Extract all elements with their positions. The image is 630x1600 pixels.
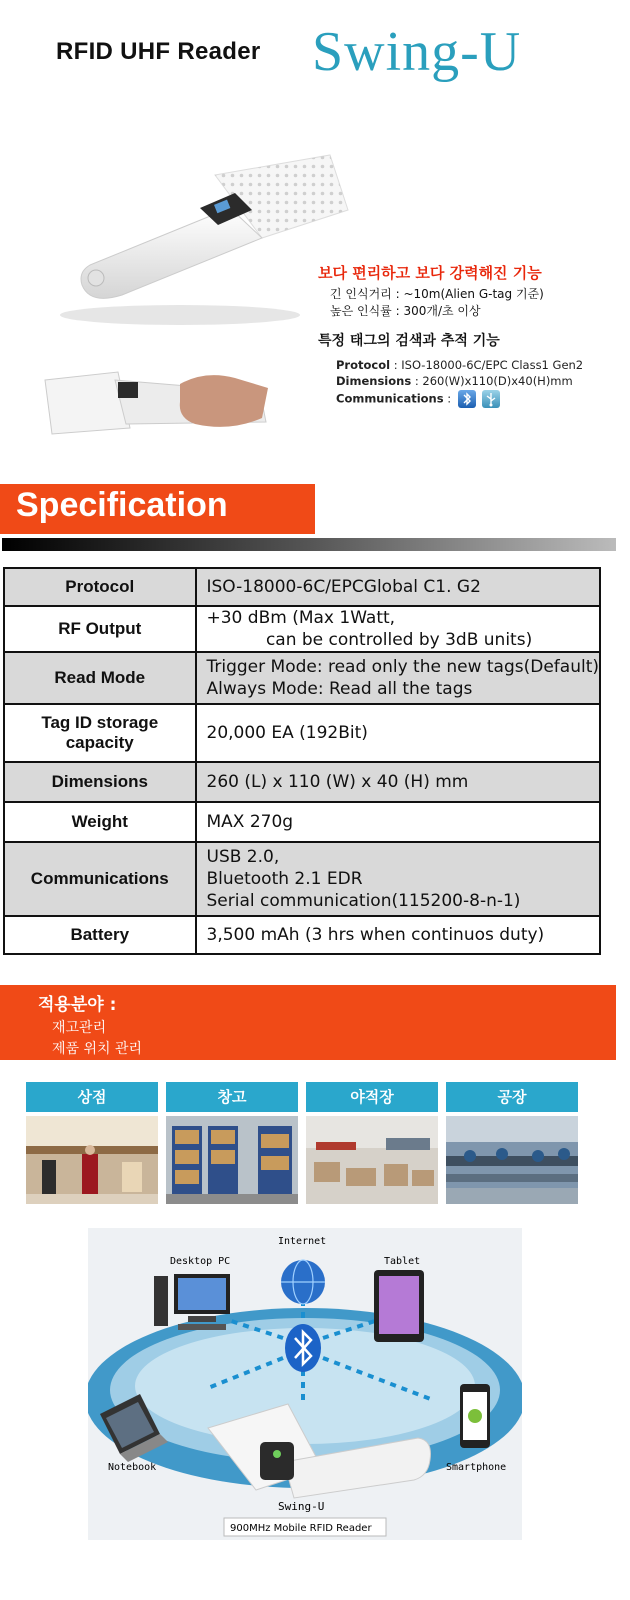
bluetooth-icon (458, 390, 476, 408)
spec-key: Dimensions (4, 762, 196, 802)
warehouse-photo (166, 1116, 298, 1204)
spec-value: ISO-18000-6C/EPCGlobal C1. G2 (196, 568, 601, 606)
device-label: Swing-U (278, 1500, 325, 1513)
place-factory (446, 1082, 578, 1208)
reader-product-image (30, 90, 360, 350)
spec-key: Tag ID storage capacity (4, 704, 196, 762)
spec-value: MAX 270g (196, 802, 601, 842)
usb-icon (482, 390, 500, 408)
feature-headline: 보다 편리하고 보다 강력해진 기능 (318, 264, 542, 282)
spec-key: Communications (4, 842, 196, 916)
feature-line: 긴 인식거리 : ~10m(Alien G-tag 기준) (330, 287, 544, 301)
summary-communications (336, 390, 500, 408)
store-photo (26, 1116, 158, 1204)
summary-dimensions (336, 374, 573, 388)
smartphone-label: Smartphone (446, 1462, 507, 1473)
application-item: 제품 위치 관리 (52, 1041, 143, 1057)
spec-value: +30 dBm (Max 1Watt, can be controlled by 3dB units) (196, 606, 601, 652)
product-name: Swing-U (312, 21, 522, 83)
summary-value: : 260(W)x110(D)x40(H)mm (411, 374, 573, 388)
tablet-icon (374, 1270, 424, 1342)
place-label: 상점 (26, 1082, 158, 1112)
application-item: 재고관리 (52, 1020, 107, 1036)
summary-label: Dimensions (336, 374, 412, 388)
summary-protocol (336, 358, 583, 372)
tablet-label: Tablet (384, 1256, 421, 1267)
place-label: 야적장 (306, 1082, 438, 1112)
place-warehouse (166, 1082, 298, 1208)
spec-divider (2, 538, 616, 551)
spec-value: 3,500 mAh (3 hrs when continuos duty) (196, 916, 601, 954)
spec-key: Read Mode (4, 652, 196, 704)
place-label: 공장 (446, 1082, 578, 1112)
spec-table (3, 567, 601, 955)
feature-line: 높은 인식률 : 300개/초 이상 (330, 304, 481, 318)
spec-title: Specification (16, 486, 228, 524)
globe-icon (281, 1260, 325, 1304)
device-caption: 900MHz Mobile RFID Reader (230, 1523, 372, 1534)
spec-row-read-mode (4, 652, 600, 704)
hand-holding-reader-image (30, 352, 280, 442)
spec-key: Weight (4, 802, 196, 842)
network-diagram (88, 1228, 522, 1540)
summary-label: Communications (336, 391, 444, 406)
yard-photo (306, 1116, 438, 1204)
spec-value: USB 2.0, Bluetooth 2.1 EDR Serial communication(115200-8-n-1) (196, 842, 601, 916)
spec-row-tag-storage (4, 704, 600, 762)
spec-value: 20,000 EA (192Bit) (196, 704, 601, 762)
bluetooth-icon (285, 1324, 321, 1372)
summary-value: : (443, 391, 455, 406)
spec-row-battery (4, 916, 600, 954)
place-label: 창고 (166, 1082, 298, 1112)
smartphone-icon (460, 1384, 490, 1448)
spec-row-rf-output (4, 606, 600, 652)
spec-key: RF Output (4, 606, 196, 652)
spec-value: Trigger Mode: read only the new tags(Default) Always Mode: Read all the tags (196, 652, 601, 704)
desktop-label: Desktop PC (170, 1256, 231, 1267)
factory-photo (446, 1116, 578, 1204)
spec-row-dimensions (4, 762, 600, 802)
notebook-label: Notebook (108, 1462, 157, 1473)
spec-key: Protocol (4, 568, 196, 606)
product-title: RFID UHF Reader (56, 38, 261, 65)
place-yard (306, 1082, 438, 1208)
spec-value: 260 (L) x 110 (W) x 40 (H) mm (196, 762, 601, 802)
spec-row-communications (4, 842, 600, 916)
place-store (26, 1082, 158, 1208)
spec-row-protocol (4, 568, 600, 606)
summary-value: : ISO-18000-6C/EPC Class1 Gen2 (390, 358, 584, 372)
internet-label: Internet (278, 1236, 327, 1247)
application-title: 적용분야 : (38, 995, 117, 1015)
feature-search-tracking: 특정 태그의 검색과 추적 기능 (318, 333, 500, 349)
spec-key: Battery (4, 916, 196, 954)
summary-label: Protocol (336, 358, 391, 372)
spec-row-weight (4, 802, 600, 842)
